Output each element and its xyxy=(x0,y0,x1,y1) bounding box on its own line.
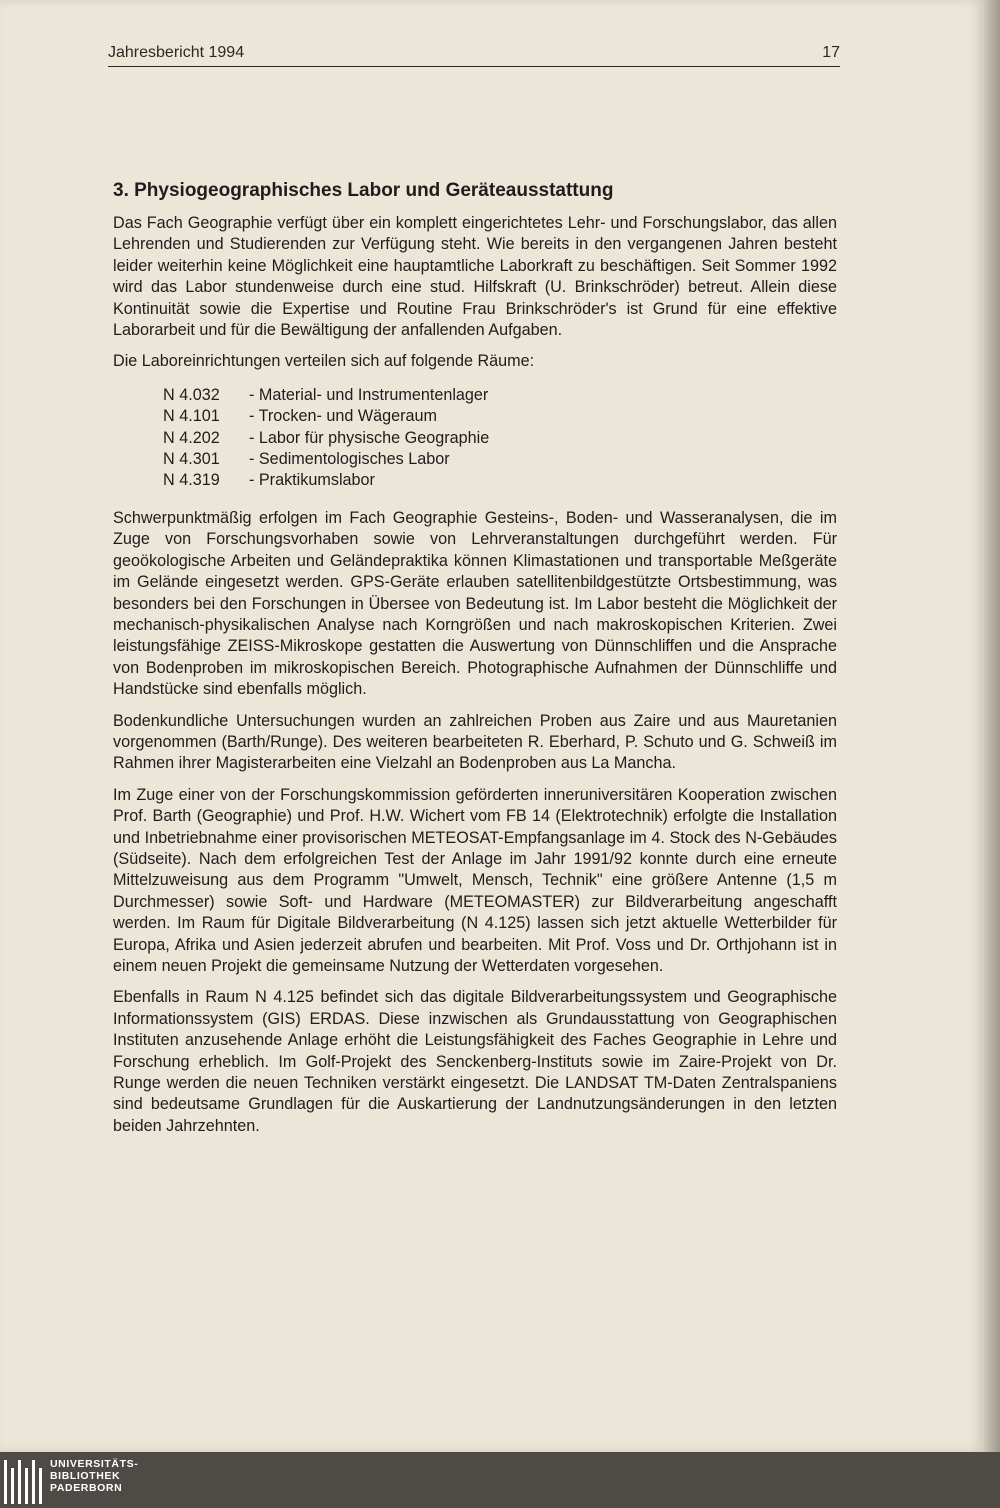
logo-line-2: BIBLIOTHEK xyxy=(50,1470,121,1482)
room-label: - Material- und Instrumentenlager xyxy=(249,385,489,404)
header-title: Jahresbericht 1994 xyxy=(108,44,245,61)
room-row xyxy=(163,470,837,491)
room-label: - Trocken- und Wägeraum xyxy=(249,407,438,426)
room-code: N 4.101 xyxy=(163,407,220,426)
rooms-intro: Die Laboreinrichtungen verteilen sich auf folgende Räume: xyxy=(113,352,535,371)
library-logo xyxy=(4,1458,138,1504)
logo-line-1: UNIVERSITÄTS- xyxy=(50,1458,139,1470)
logo-bars-icon xyxy=(4,1460,42,1504)
paragraph-meteosat: Im Zuge einer von der Forschungskommission geförderten inneruniversitären Kooperation zwischen Prof. Barth (Geographie) und Prof. H.W. Wichert vom FB 14 (Elektrotechnik) erfolgte die Installation und Inbetriebnahme einer provisorischen METEOSAT-Empfangsanlage im 4. Stock des N-Gebäudes (Südseite). Nach dem erfolgreichen Test der Anlage im Jahr 1991/92 konnte durch eine erneute Mittelzuweisung aus dem Programm "Umwelt, Mensch, Technik" eine größere Antenne (1,5 m Durchmesser) sowie Soft- und Hardware (METEOMASTER) zur Bildverarbeitung angeschafft werden. Im Raum für Digitale Bildverarbeitung (N 4.125) lassen sich jetzt aktuelle Wetterbilder für Europa, Afrika und Asien jederzeit abrufen und bearbeiten. Mit Prof. Voss und Dr. Orthjohann ist in einem neuen Projekt die gemeinsame Nutzung der Wetterdaten vorgesehen. xyxy=(113,785,837,975)
room-label: - Labor für physische Geographie xyxy=(249,428,490,447)
room-row xyxy=(163,385,837,406)
rooms-list xyxy=(163,385,837,492)
main-content xyxy=(113,180,837,1147)
logo-line-3: PADERBORN xyxy=(50,1482,123,1494)
paragraph-gis: Ebenfalls in Raum N 4.125 befindet sich das digitale Bildverarbeitungssystem und Geographische Informationssystem (GIS) ERDAS. Diese inzwischen als Grundausstattung von Geographischen Instituten anzusehende Anlage erhöht die Leistungsfähigkeit des Faches Geographie in Lehre und Forschung erheblich. Im Golf-Projekt des Senckenberg-Instituts sowie im Zaire-Projekt von Dr. Runge werden die neuen Techniken verstärkt eingesetzt. Die LANDSAT TM-Daten Zentralspaniens sind bedeutsame Grundlagen für die Auskartierung der Landnutzungsänderungen in den letzten beiden Jahrzehnten. xyxy=(113,988,837,1135)
room-row xyxy=(163,428,837,449)
footer-strip xyxy=(0,1452,1000,1508)
paragraph-intro: Das Fach Geographie verfügt über ein komplett eingerichtetes Lehr- und Forschungslabor, das allen Lehrenden und Studierenden zur Verfügung steht. Wie bereits in den vergangenen Jahren besteht leider weiterhin keine Möglichkeit eine hauptamtliche Laborkraft zu beschäftigen. Seit Sommer 1992 wird das Labor stundenweise durch eine stud. Hilfskraft (U. Brinkschröder) betreut. Allein diese Kontinuität sowie die Expertise und Routine Frau Brinkschröder's ist Grund für eine effektive Laborarbeit und für die Bewältigung der anfallenden Aufgaben. xyxy=(113,214,837,340)
room-label: - Praktikumslabor xyxy=(249,471,375,490)
paragraph-analyses: Schwerpunktmäßig erfolgen im Fach Geographie Gesteins-, Boden- und Wasseranalysen, die im Zuge von Forschungsvorhaben sowie von Lehrveranstaltungen durchgeführt werden. Für geoökologische Arbeiten und Geländepraktika können Klimastationen und transportable Meßgeräte im Gelände eingesetzt werden. GPS-Geräte erlauben satellitenbildgestützte Ortsbestimmung, was besonders bei den Forschungen in Übersee von Bedeutung ist. Im Labor besteht die Möglichkeit der mechanisch-physikalischen Analyse nach Korngrößen und nach makroskopischen Kriterien. Zwei leistungsfähige ZEISS-Mikroskope gestatten die Auswertung von Dünnschliffen und die Ansprache von Bodenproben im mikroskopischen Bereich. Photographische Aufnahmen der Dünnschliffe und Handstücke sind ebenfalls möglich. xyxy=(113,508,837,699)
room-code: N 4.319 xyxy=(163,471,220,490)
logo-text xyxy=(50,1458,138,1494)
room-row xyxy=(163,406,837,427)
room-row xyxy=(163,449,837,470)
room-code: N 4.202 xyxy=(163,428,220,447)
running-header xyxy=(108,44,840,67)
room-label: - Sedimentologisches Labor xyxy=(249,450,450,469)
page-number: 17 xyxy=(822,44,840,61)
section-title: 3. Physiogeographisches Labor und Geräteausstattung xyxy=(113,180,614,201)
page-edge xyxy=(984,0,1000,1452)
room-code: N 4.301 xyxy=(163,450,220,469)
paragraph-soil-studies: Bodenkundliche Untersuchungen wurden an zahlreichen Proben aus Zaire und aus Mauretanien vorgenommen (Barth/Runge). Des weiteren bearbeiteten R. Eberhard, P. Schuto und G. Schweiß im Rahmen ihrer Magisterarbeiten eine Vielzahl an Bodenproben aus La Mancha. xyxy=(113,711,837,773)
room-code: N 4.032 xyxy=(163,385,220,404)
